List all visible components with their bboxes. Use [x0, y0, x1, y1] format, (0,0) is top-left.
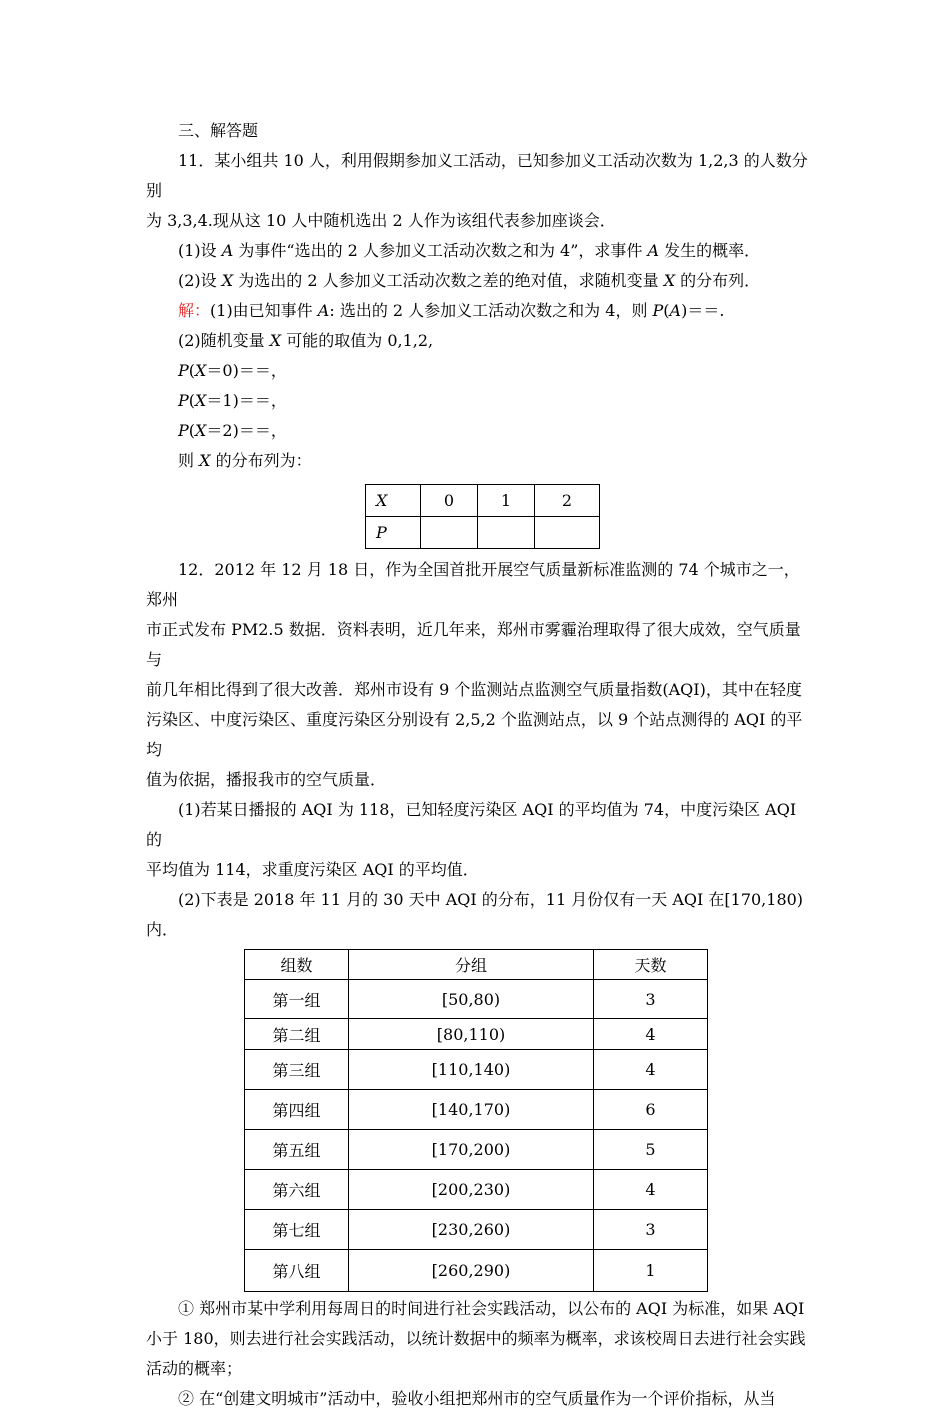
table-cell [421, 517, 478, 549]
table-cell: 6 [594, 1090, 708, 1130]
table-cell: [230,260) [349, 1210, 594, 1250]
table-row [245, 1210, 708, 1250]
table-row [245, 1090, 708, 1130]
q11-solution-1: 解：(1)由已知事件 A: 选出的 2 人参加义工活动次数之和为 4，则 P(A)＝＝. [178, 301, 725, 320]
prob-x0: P(X＝0)＝＝， [178, 361, 287, 380]
table-cell [478, 517, 535, 549]
q11-solution-2: (2)随机变量 X 可能的取值为 0,1,2, [178, 331, 434, 350]
table-cell: 1 [478, 485, 535, 517]
aqi-table [244, 949, 708, 1292]
table-cell: 第四组 [245, 1090, 349, 1130]
table-cell: [170,200) [349, 1130, 594, 1170]
table-cell: 第六组 [245, 1170, 349, 1210]
q12-line-5: 值为依据，播报我市的空气质量． [146, 770, 387, 789]
table-cell: [80,110) [349, 1019, 594, 1050]
table-cell: [110,140) [349, 1050, 594, 1090]
q12-item-2-line-1: ② 在“创建文明城市”活动中，验收小组把郑州市的空气质量作为一个评价指标，从当 [178, 1389, 776, 1408]
solution-label: 解： [178, 301, 211, 320]
header-cell: 分组 [349, 950, 594, 980]
section-title: 三、解答题 [178, 121, 259, 140]
q12-part-1-line-1: (1)若某日播报的 AQI 为 118，已知轻度污染区 AQI 的平均值为 74，中度污染区 AQI 的 [146, 800, 797, 849]
q12-item-1-line-1: ① 郑州市某中学利用每周日的时间进行社会实践活动，以公布的 AQI 为标准，如果 AQI [178, 1299, 805, 1318]
table-cell: [260,290) [349, 1250, 594, 1292]
q12-part-2: (2)下表是 2018 年 11 月的 30 天中 AQI 的分布，11 月份仅有一天 AQI 在[170,180)内． [146, 890, 804, 939]
q11-part-1: (1)设 A 为事件“选出的 2 人参加义工活动次数之和为 4”，求事件 A 发生的概率． [178, 241, 761, 260]
q12-item-1-line-3: 活动的概率； [146, 1359, 243, 1378]
table-row [366, 517, 600, 549]
table-cell: 第五组 [245, 1130, 349, 1170]
prob-x1: P(X＝1)＝＝， [178, 391, 287, 410]
table-cell: 第八组 [245, 1250, 349, 1292]
q12-part-1-line-2: 平均值为 114，求重度污染区 AQI 的平均值． [146, 860, 479, 879]
table-row [245, 1130, 708, 1170]
prob-x2: P(X＝2)＝＝， [178, 421, 287, 440]
table-cell: 5 [594, 1130, 708, 1170]
table-cell: 4 [594, 1170, 708, 1210]
q11-part-2: (2)设 X 为选出的 2 人参加义工活动次数之差的绝对值，求随机变量 X 的分布列． [178, 271, 761, 290]
q11-stem-line-1: 11．某小组共 10 人，利用假期参加义工活动，已知参加义工活动次数为 1,2,3 的人数分别 [146, 151, 808, 200]
table-row [245, 1170, 708, 1210]
table-cell [535, 517, 600, 549]
table-cell: [140,170) [349, 1090, 594, 1130]
table-row [245, 1250, 708, 1292]
table-cell: 3 [594, 1210, 708, 1250]
q12-line-2: 市正式发布 PM2.5 数据．资料表明，近几年来，郑州市雾霾治理取得了很大成效，空气质量与 [146, 620, 801, 669]
q12-line-4: 污染区、中度污染区、重度污染区分别设有 2,5,2 个监测站点，以 9 个站点测得的 AQI 的平均 [146, 710, 803, 759]
table-cell: 4 [594, 1019, 708, 1050]
table-cell: 第二组 [245, 1019, 349, 1050]
distribution-intro: 则 X 的分布列为： [178, 451, 312, 470]
table-row [245, 980, 708, 1019]
q11-stem-line-2: 为 3,3,4.现从这 10 人中随机选出 2 人作为该组代表参加座谈会． [146, 211, 616, 230]
header-cell: 组数 [245, 950, 349, 980]
q12-item-1-line-2: 小于 180，则去进行社会实践活动，以统计数据中的频率为概率，求该校周日去进行社会实践 [146, 1329, 806, 1348]
table-cell: 第一组 [245, 980, 349, 1019]
table-cell: P [376, 523, 387, 542]
distribution-table [365, 484, 600, 549]
document-page [146, 116, 808, 1414]
table-cell: [50,80) [349, 980, 594, 1019]
table-cell: [200,230) [349, 1170, 594, 1210]
q12-line-1: 12．2012 年 12 月 18 日，作为全国首批开展空气质量新标准监测的 74 个城市之一，郑州 [146, 560, 800, 609]
table-cell: 3 [594, 980, 708, 1019]
table-row [245, 1019, 708, 1050]
header-cell: 天数 [594, 950, 708, 980]
table-cell: 1 [594, 1250, 708, 1292]
table-cell: 4 [594, 1050, 708, 1090]
table-cell: 第七组 [245, 1210, 349, 1250]
table-header-row [245, 950, 708, 980]
table-cell: X [376, 491, 388, 510]
table-cell: 2 [535, 485, 600, 517]
table-row [366, 485, 600, 517]
q12-line-3: 前几年相比得到了很大改善．郑州市设有 9 个监测站点监测空气质量指数(AQI)，其中在轻度 [146, 680, 802, 699]
table-cell: 第三组 [245, 1050, 349, 1090]
table-row [245, 1050, 708, 1090]
table-cell: 0 [421, 485, 478, 517]
